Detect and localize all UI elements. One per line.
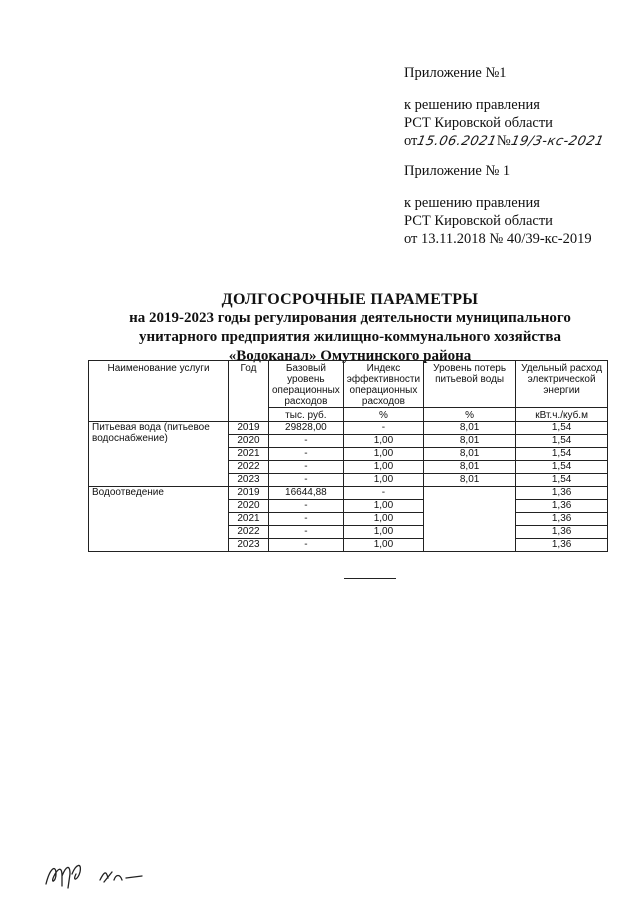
year-cell: 2022 [229,526,269,539]
year-cell: 2021 [229,448,269,461]
header-year: Год [229,361,269,422]
decision-date-line: от 13.11.2018 № 40/39-кс-2019 [404,231,592,247]
energy-cell: 1,54 [516,474,608,487]
energy-cell: 1,54 [516,435,608,448]
energy-cell: 1,36 [516,500,608,513]
document-heading [110,290,590,366]
table-row [89,422,608,435]
efficiency-index-cell: 1,00 [343,526,423,539]
header-service-name: Наименование услуги [89,361,229,422]
base-opex-cell: - [269,513,344,526]
water-losses-cell: 8,01 [424,435,516,448]
base-opex-cell: - [269,539,344,552]
energy-cell: 1,54 [516,422,608,435]
service-name: Водоотведение [89,487,229,552]
efficiency-index-cell: 1,00 [343,474,423,487]
header-efficiency-index: Индекс эффективности операционных расходов [343,361,423,408]
unit-water-losses: % [424,408,516,422]
decision-date-line [404,132,606,151]
base-opex-cell: - [269,435,344,448]
efficiency-index-cell: - [343,422,423,435]
base-opex-cell: - [269,461,344,474]
appendix-old-reference [404,162,592,248]
water-losses-cell: 8,01 [424,474,516,487]
energy-cell: 1,54 [516,461,608,474]
appendix-title: Приложение № 1 [404,163,511,179]
year-cell: 2020 [229,500,269,513]
unit-efficiency-index: % [343,408,423,422]
water-losses-cell-empty [424,487,516,552]
year-cell: 2023 [229,539,269,552]
appendix-new-reference [404,64,606,151]
energy-cell: 1,54 [516,448,608,461]
base-opex-cell: - [269,474,344,487]
handwritten-date: 15.06.2021 [415,134,499,149]
energy-cell: 1,36 [516,539,608,552]
efficiency-index-cell: - [343,487,423,500]
authority-line: РСТ Кировской области [404,213,553,229]
water-losses-cell: 8,01 [424,461,516,474]
efficiency-index-cell: 1,00 [343,448,423,461]
efficiency-index-cell: 1,00 [343,513,423,526]
table-row [89,487,608,500]
efficiency-index-cell: 1,00 [343,539,423,552]
authority-line: РСТ Кировской области [404,115,553,131]
number-prefix: № [496,133,511,149]
efficiency-index-cell: 1,00 [343,461,423,474]
heading-line: «Водоканал» Омутнинского района [228,348,472,364]
energy-cell: 1,36 [516,513,608,526]
efficiency-index-cell: 1,00 [343,500,423,513]
efficiency-index-cell: 1,00 [343,435,423,448]
year-cell: 2023 [229,474,269,487]
water-losses-cell: 8,01 [424,448,516,461]
year-cell: 2021 [229,513,269,526]
appendix-title: Приложение №1 [404,65,507,81]
parameters-table [88,360,608,552]
heading-line: унитарного предприятия жилищно-коммунального хозяйства [139,329,561,345]
header-energy-consumption: Удельный расход электрической энергии [516,361,608,408]
base-opex-cell: - [269,500,344,513]
year-cell: 2020 [229,435,269,448]
base-opex-cell: 29828,00 [269,422,344,435]
water-losses-cell: 8,01 [424,422,516,435]
energy-cell: 1,36 [516,487,608,500]
header-base-opex: Базовый уровень операционных расходов [269,361,344,408]
base-opex-cell: 16644,88 [269,487,344,500]
handwritten-number: 19/3-кс-2021 [509,134,606,149]
unit-energy-consumption: кВт.ч./куб.м [516,408,608,422]
year-cell: 2022 [229,461,269,474]
year-cell: 2019 [229,422,269,435]
base-opex-cell: - [269,448,344,461]
decision-line: к решению правления [404,97,540,113]
service-name: Питьевая вода (питьевое водоснабжение) [89,422,229,487]
date-prefix: от [404,133,418,149]
year-cell: 2019 [229,487,269,500]
heading-title: ДОЛГОСРОЧНЫЕ ПАРАМЕТРЫ [221,291,479,308]
handwritten-initials-signature [42,858,162,892]
end-separator-line [344,578,396,579]
header-water-losses: Уровень потерь питьевой воды [424,361,516,408]
energy-cell: 1,36 [516,526,608,539]
heading-line: на 2019-2023 годы регулирования деятельности муниципального [129,310,571,326]
decision-line: к решению правления [404,195,540,211]
base-opex-cell: - [269,526,344,539]
unit-base-opex: тыс. руб. [269,408,344,422]
